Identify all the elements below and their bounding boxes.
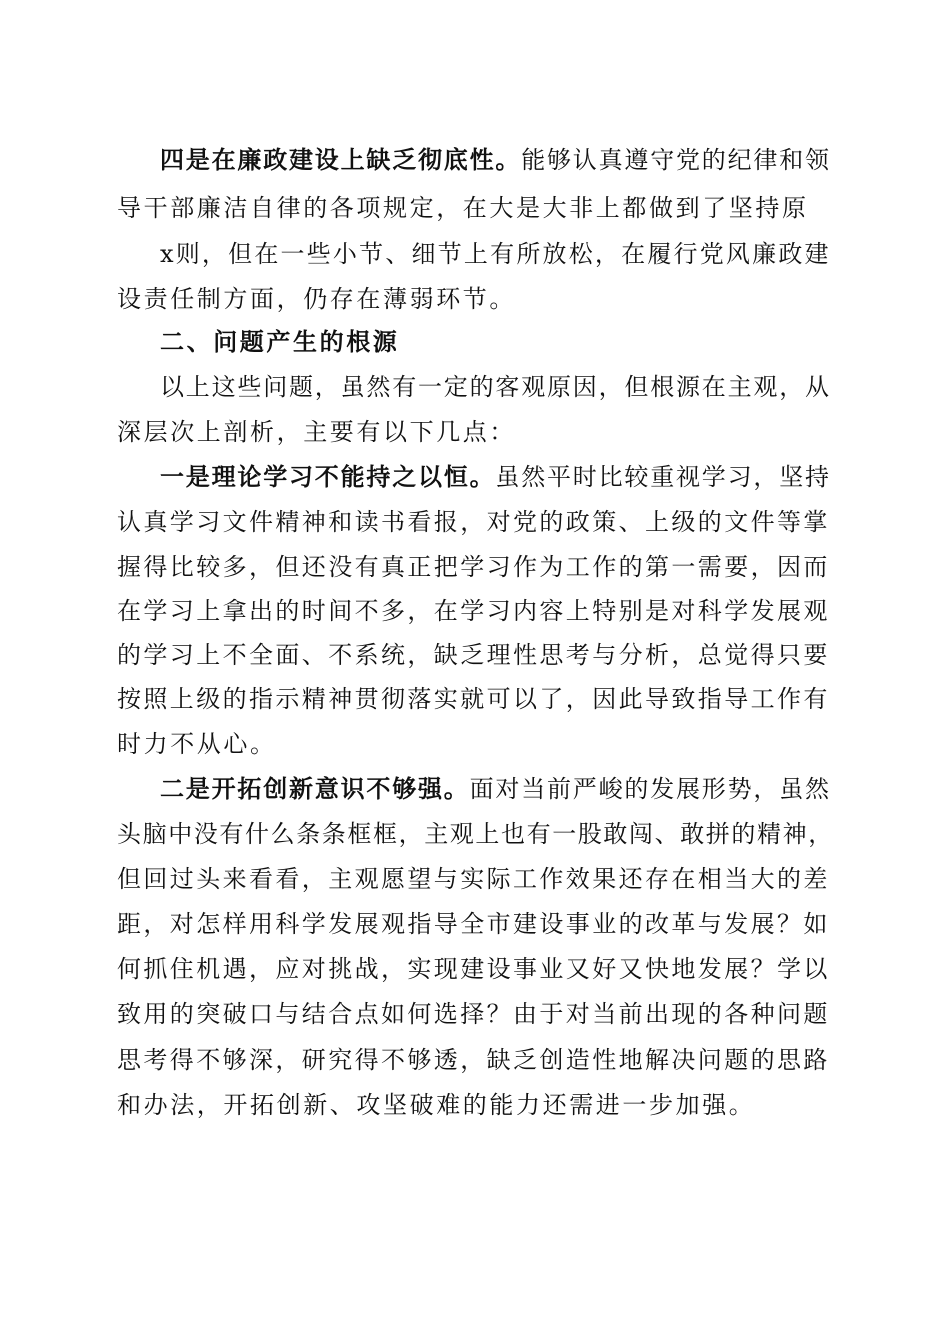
- para4-line-2: 导干部廉洁自律的各项规定，在大是大非上都做到了坚持原: [117, 194, 809, 222]
- para1-lead: 一是理论学习不能持之以恒。: [160, 462, 496, 491]
- para2-lead: 二是开拓创新意识不够强。: [160, 774, 470, 803]
- para4-line-1: [160, 145, 833, 175]
- para1-line-2: 认真学习文件精神和读书看报，对党的政策、上级的文件等掌: [117, 508, 830, 536]
- section-heading: 二、问题产生的根源: [160, 328, 400, 356]
- para1-line-7: 时力不从心。: [117, 730, 277, 758]
- intro-line-2: 深层次上剖析，主要有以下几点：: [117, 418, 516, 446]
- para2-line-2: 头脑中没有什么条条框框，主观上也有一股敢闯、敢拼的精神，: [117, 820, 834, 848]
- para1-line-5: 的学习上不全面、不系统，缺乏理性思考与分析，总觉得只要: [117, 641, 830, 669]
- para2-line-7: 思考得不够深，研究得不够透，缺乏创造性地解决问题的思路: [117, 1046, 830, 1074]
- para1-line-6: 按照上级的指示精神贯彻落实就可以了，因此导致指导工作有: [117, 685, 830, 713]
- para2-line-8: 和办法，开拓创新、攻坚破难的能力还需进一步加强。: [117, 1091, 756, 1119]
- para4-lead: 四是在廉政建设上缺乏彻底性。: [160, 145, 522, 174]
- para1-line-1: [160, 462, 833, 492]
- para2-line-4: 距，对怎样用科学发展观指导全市建设事业的改革与发展？如: [117, 910, 830, 938]
- para1-line-3: 握得比较多，但还没有真正把学习作为工作的第一需要，因而: [117, 553, 830, 581]
- para4-line-3: x则，但在一些小节、细节上有所放松，在履行党风廉政建: [160, 240, 831, 268]
- para4-line-4: 设责任制方面，仍存在薄弱环节。: [117, 285, 516, 313]
- para2-line-6: 致用的突破口与结合点如何选择？由于对当前出现的各种问题: [117, 1000, 830, 1028]
- para1-line-1-text: 虽然平时比较重视学习，坚持: [495, 463, 831, 491]
- para4-line-1-text: 能够认真遵守党的纪律和领: [521, 146, 831, 174]
- para2-line-1-text: 面对当前严峻的发展形势，虽然: [469, 775, 831, 803]
- intro-line-1: 以上这些问题，虽然有一定的客观原因，但根源在主观，从: [160, 373, 831, 401]
- para2-line-3: 但回过头来看看，主观愿望与实际工作效果还存在相当大的差: [117, 865, 830, 893]
- para2-line-5: 何抓住机遇，应对挑战，实现建设事业又好又快地发展？学以: [117, 955, 830, 983]
- para2-line-1: [160, 774, 833, 804]
- para1-line-4: 在学习上拿出的时间不多，在学习内容上特别是对科学发展观: [117, 597, 830, 625]
